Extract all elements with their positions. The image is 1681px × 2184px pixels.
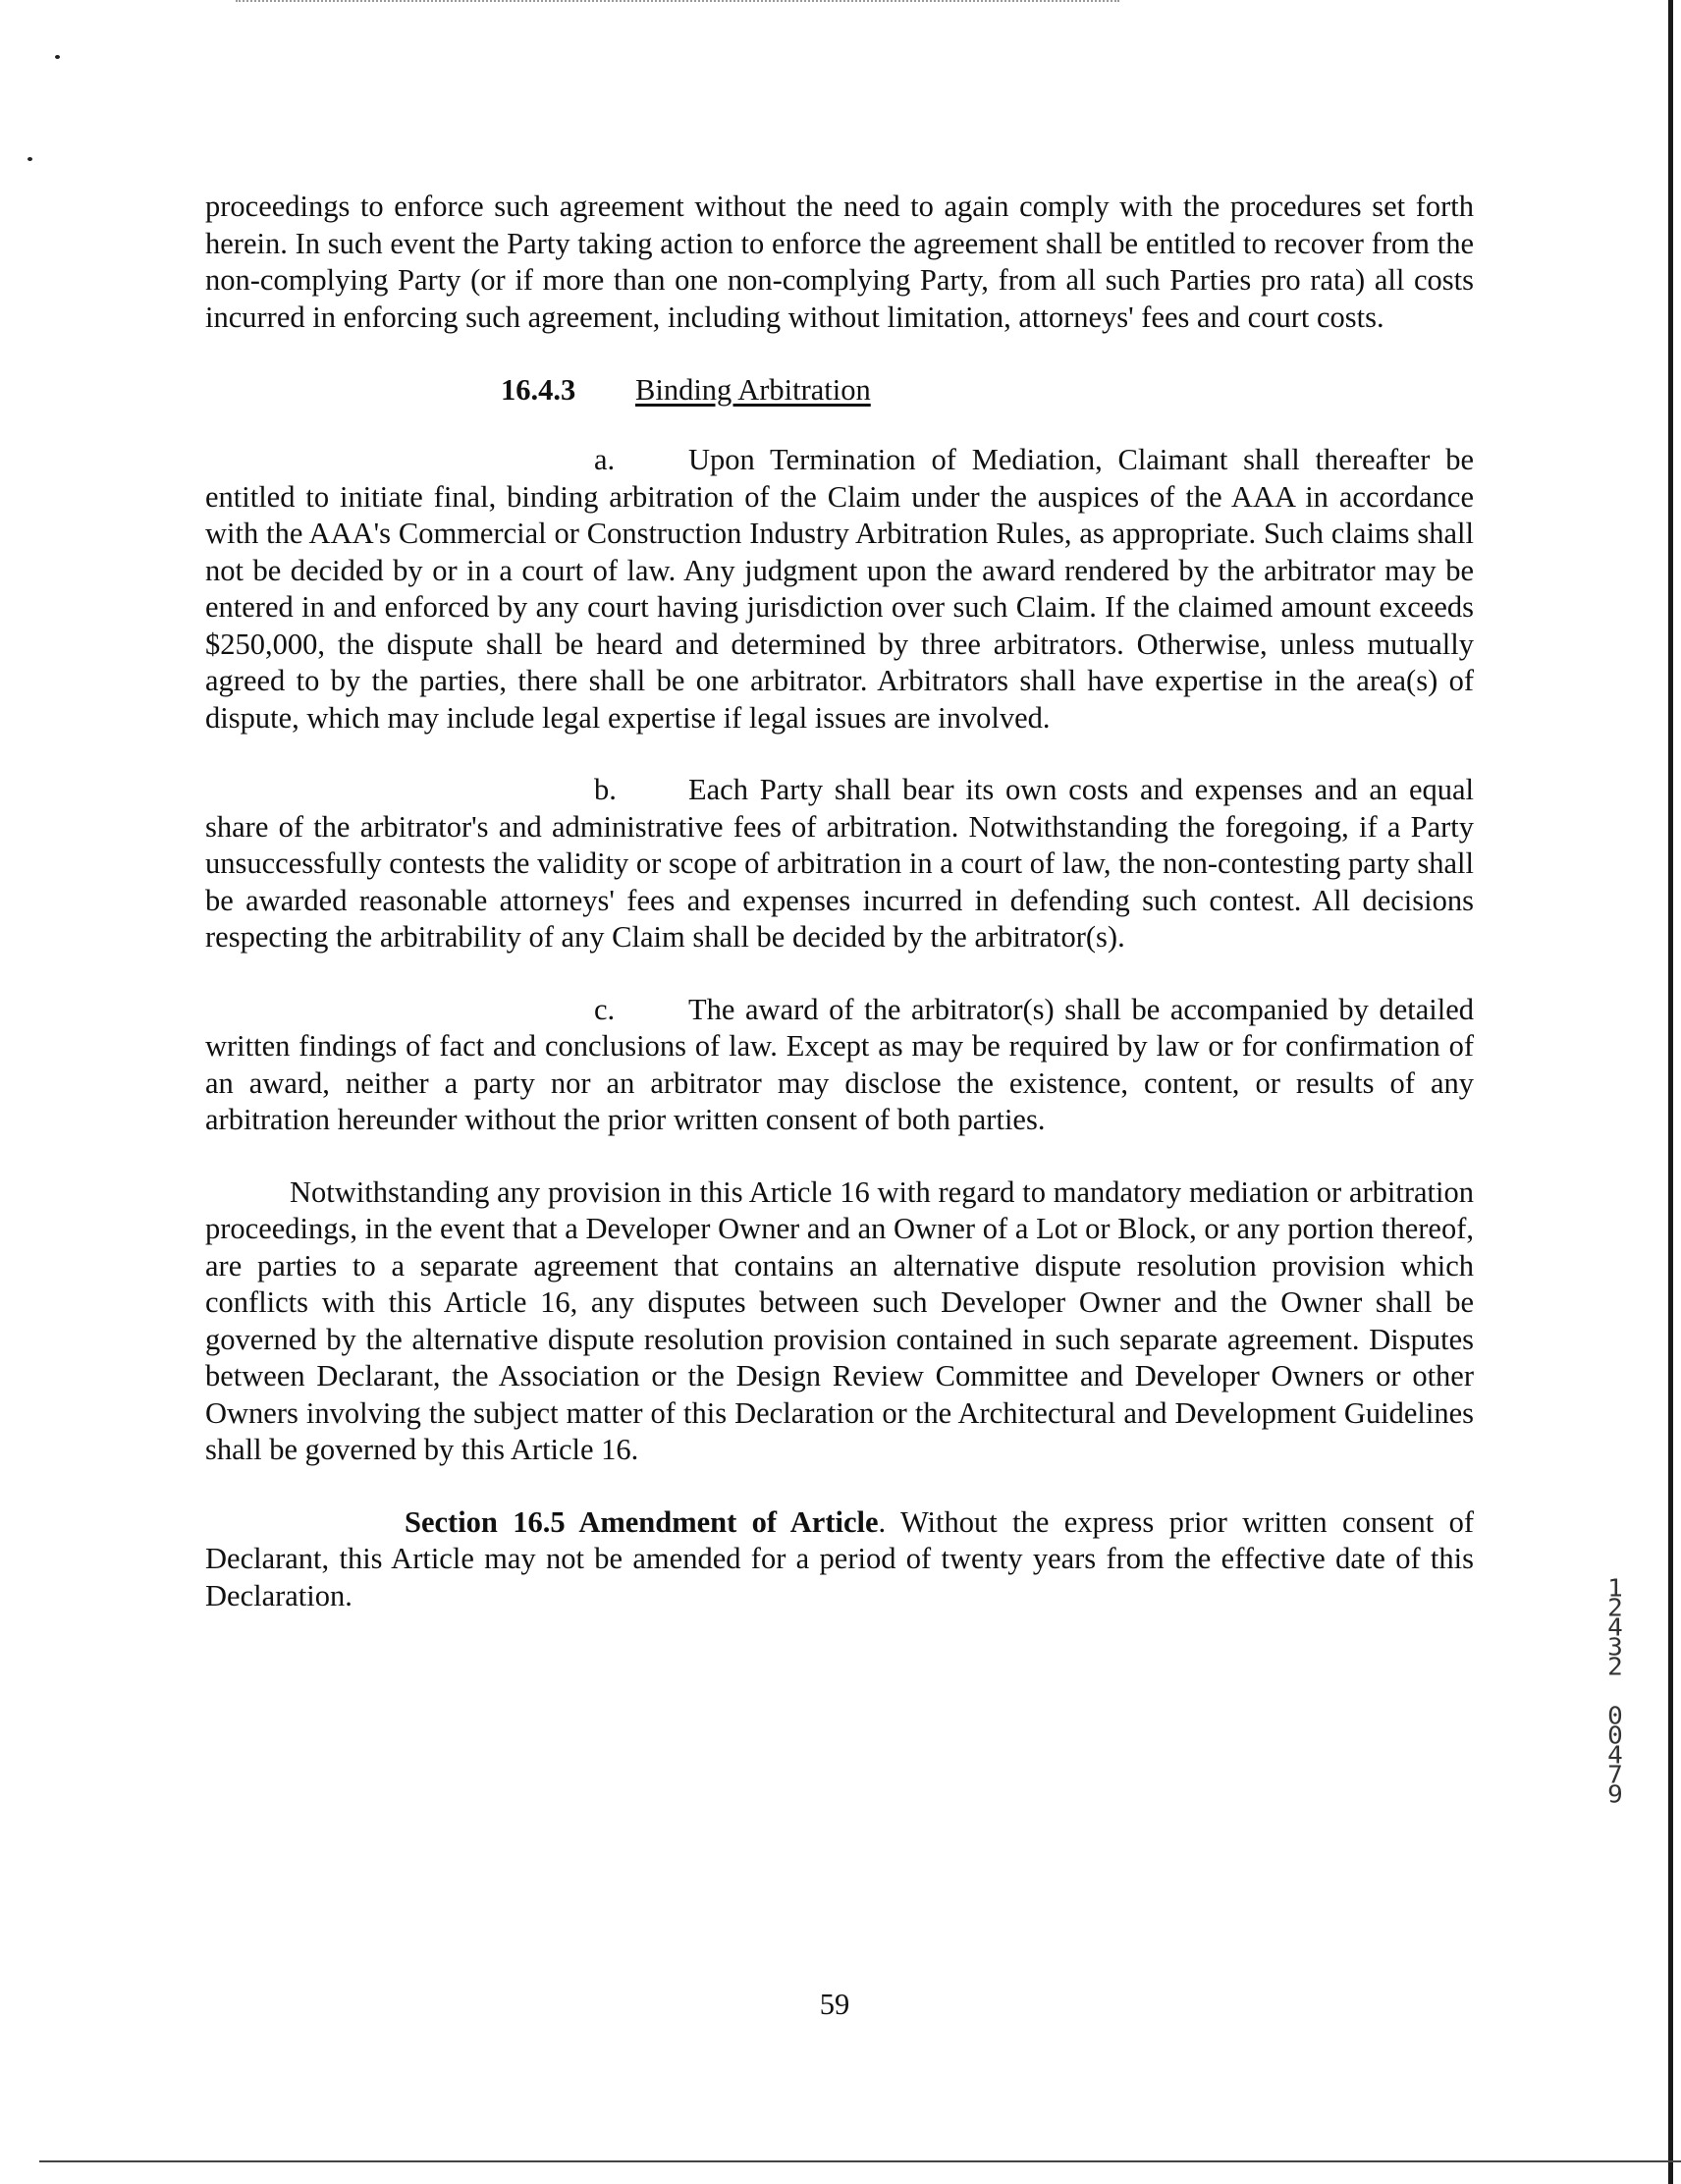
margin-digit: 1 — [1607, 1574, 1623, 1604]
item-first-line: Upon Termination of Mediation, Claimant shall thereafter — [688, 443, 1431, 476]
margin-digit: 4 — [1607, 1741, 1623, 1771]
section-heading-16-4-3 — [205, 371, 1474, 409]
item-text: equal share of the arbitrator's and administrative fees of arbitration. Notwithstanding the foregoing, if a Party unsuccessfully contests the validity or scope of arbitration in a court of law, the non-contesting party shall be awarded reasonable attorneys' fees and expenses incurred in defending such contest. All decisions respecting the arbitrability of any Claim shall be decided by the arbitrator(s). — [205, 773, 1474, 954]
list-item-c — [205, 992, 1474, 1139]
section-16-5-paragraph — [205, 1504, 1474, 1615]
margin-digit: 2 — [1607, 1594, 1623, 1623]
opening-paragraph: proceedings to enforce such agreement without the need to again comply with the procedures set forth herein. In such event the Party taking action to enforce the agreement shall be entitled to recover from the non-complying Party (or if more than one non-complying Party, from all such Parties pro rata) all costs incurred in enforcing such agreement, including without limitation, attorneys' fees and court costs. — [205, 190, 1474, 334]
item-letter: b. — [594, 773, 617, 806]
item-text: detailed written findings of fact and conclusions of law. Except as may be required by law or for confirmation of an award, neither a party nor an arbitrator may disclose the existence, content, or results of any arbitration hereunder without the prior written consent of both parties. — [205, 992, 1474, 1136]
section-16-5-text: . Without the express prior written consent of Declarant, this Article may not be amended for a period of twenty years from the effective date of this Declaration. — [205, 1504, 1474, 1612]
section-title: Binding Arbitration — [635, 373, 871, 407]
margin-recording-number — [1600, 1574, 1630, 1810]
scan-edge-right — [1668, 0, 1673, 2184]
scan-edge-bottom — [39, 2160, 1681, 2162]
section-number: 16.4.3 — [501, 373, 576, 407]
margin-digit: 0 — [1607, 1721, 1623, 1751]
item-first-line: Each Party shall bear its own costs and expenses and an — [688, 773, 1398, 806]
margin-digit: 9 — [1607, 1780, 1623, 1810]
margin-digit: 4 — [1607, 1613, 1623, 1643]
margin-digit: 0 — [1607, 1702, 1623, 1731]
list-item-a — [205, 442, 1474, 737]
scan-artifact-top — [236, 0, 1119, 5]
item-first-line: The award of the arbitrator(s) shall be accompanied by — [688, 992, 1369, 1026]
section-16-5-heading: Section 16.5 Amendment of Article — [405, 1504, 879, 1539]
item-letter: c. — [594, 992, 616, 1026]
page-number: 59 — [819, 1988, 850, 2021]
notwithstanding-paragraph: Notwithstanding any provision in this Article 16 with regard to mandatory mediation or arbitration proceedings, in the event that a Developer Owner and an Owner of a Lot or Block, or any portion thereof, are parties to a separate agreement that contains an alternative dispute resolution provision which conflicts with this Article 16, any disputes between such Developer Owner and the Owner shall be governed by the alternative dispute resolution provision contained in such separate agreement. Disputes between Declarant, the Association or the Design Review Committee and Developer Owners or other Owners involving the subject matter of this Declaration or the Architectural and Development Guidelines shall be governed by this Article 16. — [205, 1174, 1474, 1466]
scan-speck — [55, 55, 60, 59]
margin-digit: 7 — [1607, 1761, 1623, 1790]
item-letter: a. — [594, 443, 616, 476]
margin-digit: 2 — [1607, 1653, 1623, 1682]
document-body — [205, 189, 1474, 1614]
item-text: be entitled to initiate final, binding arbitration of the Claim under the auspices of the AAA in accordance with the AAA's Commercial or Construction Industry Arbitration Rules, as appropriate. Such claims shall not be decided by or in a court of law. Any judgment upon the award rendered by the arbitrator may be entered in and enforced by any court having jurisdiction over such Claim. If the claimed amount exceeds $250,000, the dispute shall be heard and determined by three arbitrators. Otherwise, unless mutually agreed to by the parties, there shall be one arbitrator. Arbitrators shall have expertise in the area(s) of dispute, which may include legal expertise if legal issues are involved. — [205, 443, 1474, 735]
scan-speck — [27, 157, 32, 161]
list-item-b — [205, 772, 1474, 956]
margin-digit: 3 — [1607, 1633, 1623, 1663]
